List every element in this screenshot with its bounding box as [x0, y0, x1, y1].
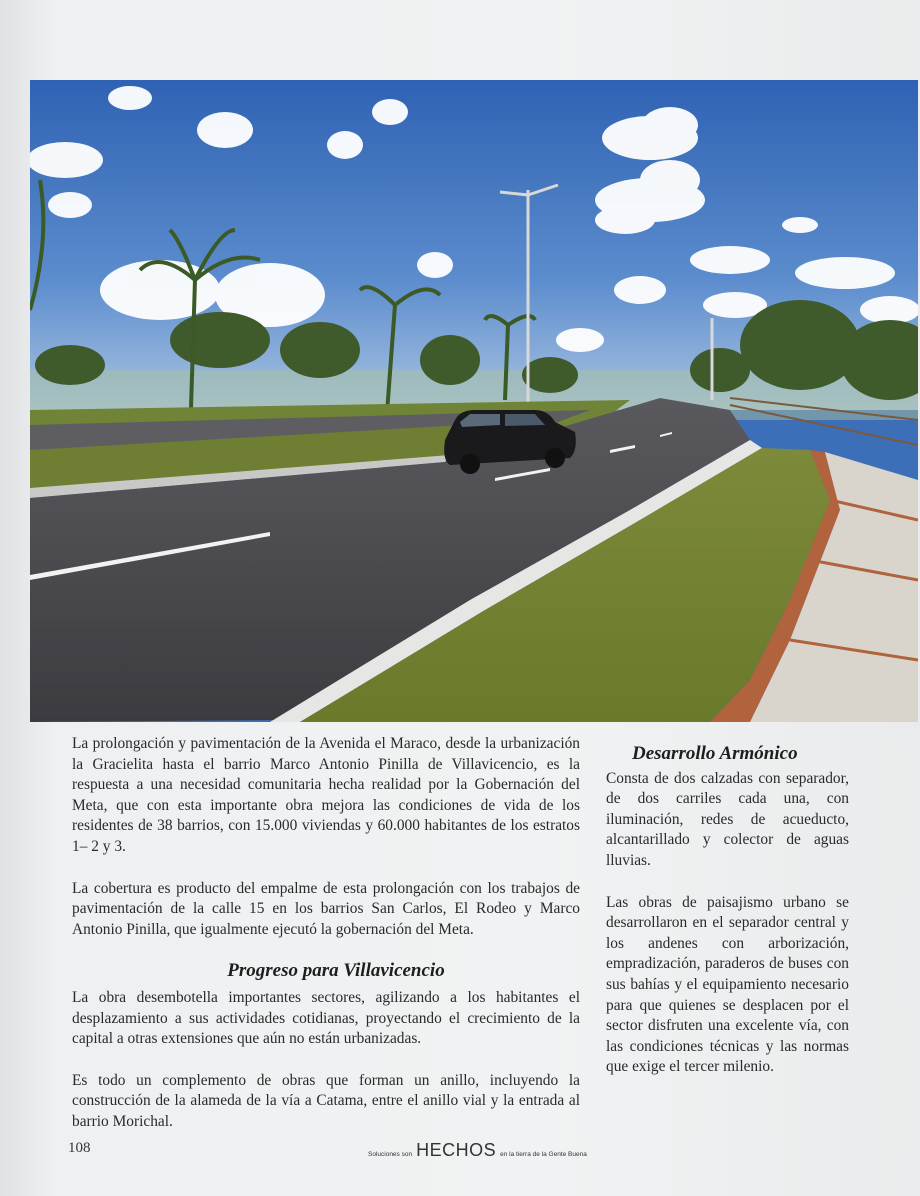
ring-paragraph: Es todo un complemento de obras que forman un anillo, incluyendo la construcción de la alameda de la vía a Catama, entre el anillo vial y la entrada al barrio Morichal.	[72, 1071, 580, 1130]
road-photo	[30, 80, 918, 722]
coverage-paragraph: La cobertura es producto del empalme de esta prolongación con los trabajos de pavimentación de la calle 15 en los barrios San Carlos, El Rodeo y Marco Antonio Pinilla, que igualmente ejecutó la gobernación del Meta.	[72, 879, 580, 938]
footer-brand	[368, 1140, 587, 1162]
brand-name: HECHOS	[416, 1140, 497, 1160]
left-column	[72, 734, 580, 1154]
section-heading-desarrollo: Desarrollo Armónico	[632, 743, 798, 764]
landscaping-paragraph: Las obras de paisajismo urbano se desarrollaron en el separador central y los andenes con arborización, empradización, paraderos de buses con sus bahías y el equipamiento necesario para que quienes se desplacen por el sector disfruten una excelente vía, con las condiciones técnicas y las normas que exige el tercer milenio.	[606, 893, 849, 1076]
brand-prefix: Soluciones son	[368, 1151, 413, 1158]
brand-suffix: en la tierra de la Gente Buena	[500, 1151, 587, 1158]
section-heading-progreso: Progreso para Villavicencio	[227, 960, 445, 982]
structure-paragraph: Consta de dos calzadas con separador, de dos carriles cada una, con iluminación, redes de acueducto, alcantarillado y colector de aguas lluvias.	[606, 769, 849, 869]
progress-paragraph: La obra desembotella importantes sectores, agilizando a los habitantes el desplazamiento a sus actividades cotidianas, proyectando el crecimiento de la capital a otras extensiones que aún no están urbanizadas.	[72, 988, 580, 1048]
page-number: 108	[68, 1140, 91, 1156]
intro-paragraph: La prolongación y pavimentación de la Avenida el Maraco, desde la urbanización la Gracielita hasta el barrio Marco Antonio Pinilla de Villavicencio, es la respuesta a una necesidad comunitaria hecha realidad por la Gobernación del Meta, que con esta importante obra mejora las condiciones de vida de los residentes de 38 barrios, con 15.000 viviendas y 60.000 habitantes de los estratos 1– 2 y 3.	[72, 735, 580, 855]
right-column	[606, 744, 849, 1099]
